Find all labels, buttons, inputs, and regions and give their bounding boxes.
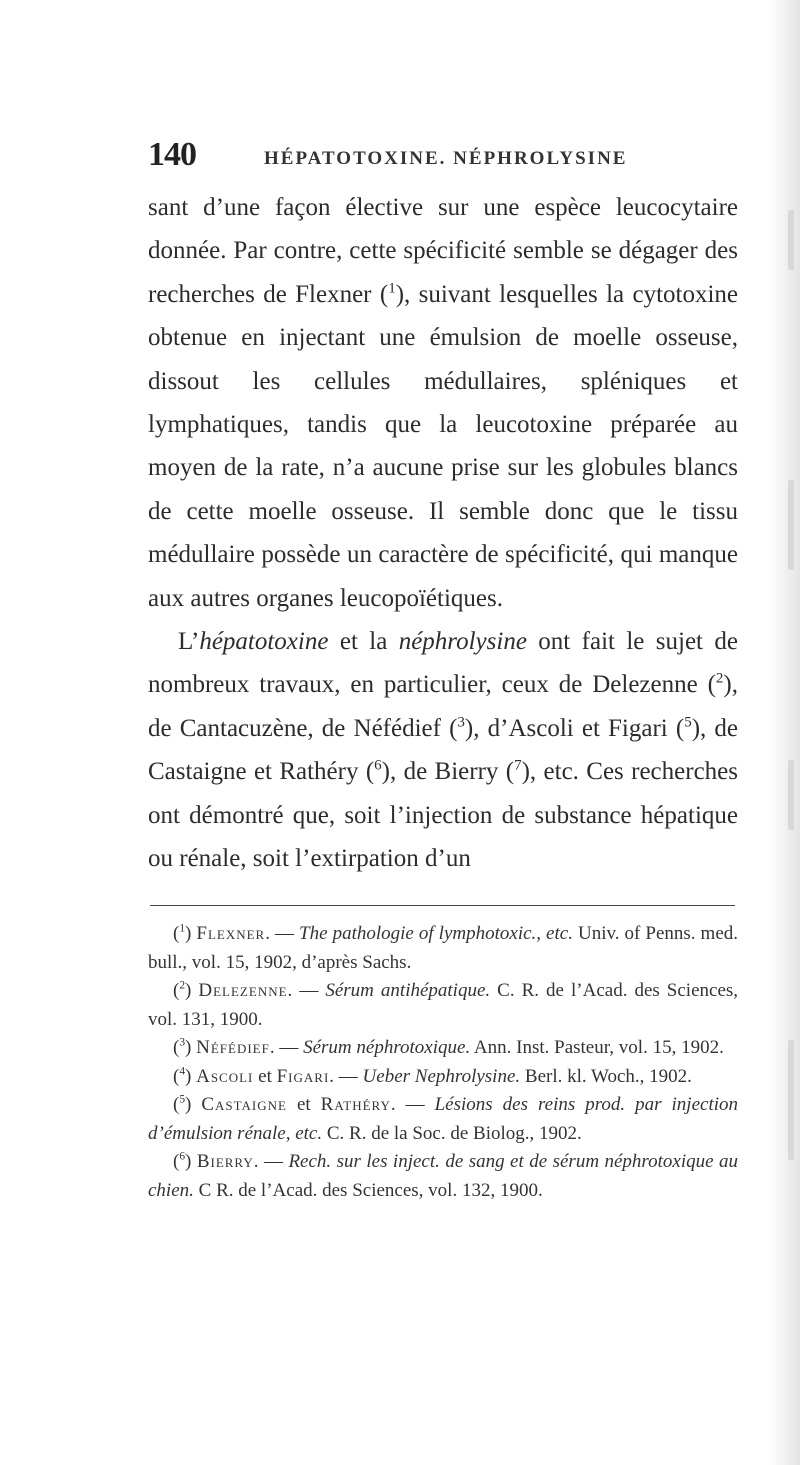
footnote: ($^4$) Ascoli et Figari. — Ueber Nephrolysine. Berl. kl. Woch., 1902. <box>173 1065 692 1087</box>
footnote-number: 2 <box>179 979 186 992</box>
footnote-ref: 7 <box>514 757 522 774</box>
text-run: . — <box>253 1151 289 1172</box>
text-run: et la <box>328 628 399 656</box>
footnote-author: Delezenne <box>198 980 288 1001</box>
footnote-ref: 2 <box>715 671 724 688</box>
text-run: . — <box>287 980 326 1001</box>
term-italic: néphrolysine <box>398 628 527 656</box>
footnote-number: 1 <box>179 922 186 935</box>
footnote-ref: 6 <box>374 757 382 774</box>
footnote-title: The pathologie of lymphotoxic., etc. <box>299 923 573 944</box>
footnote-author: Ascoli <box>196 1065 254 1087</box>
text-run: ), de Bierry ( <box>381 758 515 786</box>
text-run: . — <box>269 1037 304 1058</box>
text-run: et <box>253 1065 277 1087</box>
footnote: ($^5$) Castaigne et Rathéry. — Lésions des reins prod. par injection d’émulsion rénale, etc. C. R. de la Soc. de Biolog., 1902. <box>148 1093 739 1144</box>
text-run: . — <box>390 1094 435 1115</box>
footnote-source: C R. de l’Acad. des Sciences, vol. 132, 1900. <box>193 1179 543 1201</box>
footnotes <box>148 920 738 1205</box>
footnote-author: Castaigne <box>201 1094 287 1115</box>
footnote-title: Sérum néphrotoxique. <box>303 1037 471 1058</box>
footnote: ($^6$) Bierry. — Rech. sur les inject. de sang et de sérum néphrotoxique au chien. C R. de l’Acad. des Sciences, vol. 132, 1900. <box>148 1150 738 1201</box>
paragraph <box>148 186 738 620</box>
body-text <box>148 186 738 881</box>
page-number: 140 <box>148 136 196 173</box>
footnote-source: C. R. de la Soc. de Biolog., 1902. <box>322 1122 582 1144</box>
text-run: ), suivant lesquelles la cytotoxine obtenue en injectant une émulsion de moelle osseuse, dissout les cellules médullaires, spléniques et lymphatiques, tandis que la leucotoxine préparée au moyen de la rate, n’a aucune prise sur les globules blancs de cette moelle osseuse. Il semble donc que le tissu médullaire possède un caractère de spécificité, qui manque aux autres organes leucopoïétiques. <box>148 280 739 612</box>
footnote-author: Rathéry <box>320 1094 391 1115</box>
footnote-number: 6 <box>179 1150 186 1163</box>
footnote-title: Sérum antihépatique. <box>325 980 491 1001</box>
page-edge-mark <box>788 1040 794 1160</box>
footnote-ref: 5 <box>684 714 692 731</box>
text-run: ), de Cantacuzène, de Néfédief ( <box>148 671 738 742</box>
text-run: et <box>286 1094 321 1115</box>
footnote-author: Bierry <box>196 1151 254 1172</box>
page-edge-mark <box>788 480 794 570</box>
text-run: ), d’Ascoli et Figari ( <box>464 714 685 742</box>
footnote-title: Lésions des reins prod. par injection d’émulsion rénale, etc. <box>148 1094 739 1144</box>
page-edge-mark <box>788 210 794 270</box>
text-run: sant d’une façon élective sur une espèce leucocytaire donnée. Par contre, cette spécificité semble se dégager des recherches de Flexner ( <box>148 194 738 308</box>
footnote-number: 3 <box>179 1036 186 1049</box>
footnote-ref: 1 <box>388 280 396 297</box>
footnote-source: Berl. kl. Woch., 1902. <box>520 1065 692 1087</box>
footnote-title: Ueber Nephrolysine. <box>362 1065 521 1087</box>
text-run: ), etc. Ces recherches ont démontré que, soit l’injection de substance hépatique ou rénale, soit l’extirpation d’un <box>148 758 739 873</box>
text-run: ont fait le sujet de nombreux travaux, en particulier, ceux de Delezenne ( <box>148 628 738 699</box>
footnote-title: Rech. sur les inject. de sang et de sérum néphrotoxique au chien. <box>148 1151 738 1201</box>
footnote-number: 5 <box>179 1093 186 1106</box>
footnote-author: Flexner <box>196 923 266 944</box>
footnote-source: C. R. de l’Acad. des Sciences, vol. 131, 1900. <box>148 980 739 1030</box>
text-run: L’ <box>178 628 200 656</box>
page-header <box>148 136 628 176</box>
footnote: ($^1$) Flexner. — The pathologie of lymphotoxic., etc. Univ. of Penns. med. bull., vol. 15, 1902, d’après Sachs. <box>148 922 739 973</box>
footnote: ($^3$) Néfédief. — Sérum néphrotoxique. Ann. Inst. Pasteur, vol. 15, 1902. <box>173 1036 724 1058</box>
footnote-ref: 3 <box>457 714 465 731</box>
paragraph <box>148 620 738 880</box>
footnote-author: Néfédief <box>196 1037 270 1058</box>
page-edge-mark <box>788 760 794 830</box>
footnote: ($^2$) Delezenne. — Sérum antihépatique. C. R. de l’Acad. des Sciences, vol. 131, 1900. <box>148 979 739 1030</box>
footnote-source: Ann. Inst. Pasteur, vol. 15, 1902. <box>470 1037 724 1058</box>
text-run: . — <box>265 923 300 944</box>
text-run: . — <box>329 1065 363 1087</box>
text-run: ), de Castaigne et Rathéry ( <box>148 714 739 786</box>
running-head: HÉPATOTOXINE. NÉPHROLYSINE <box>264 148 628 169</box>
footnote-number: 4 <box>179 1065 186 1078</box>
footnote-divider <box>150 905 735 906</box>
footnote-source: Univ. of Penns. med. bull., vol. 15, 1902, d’après Sachs. <box>148 923 739 973</box>
footnote-author: Figari <box>276 1065 330 1087</box>
term-italic: hépatotoxine <box>199 628 329 656</box>
